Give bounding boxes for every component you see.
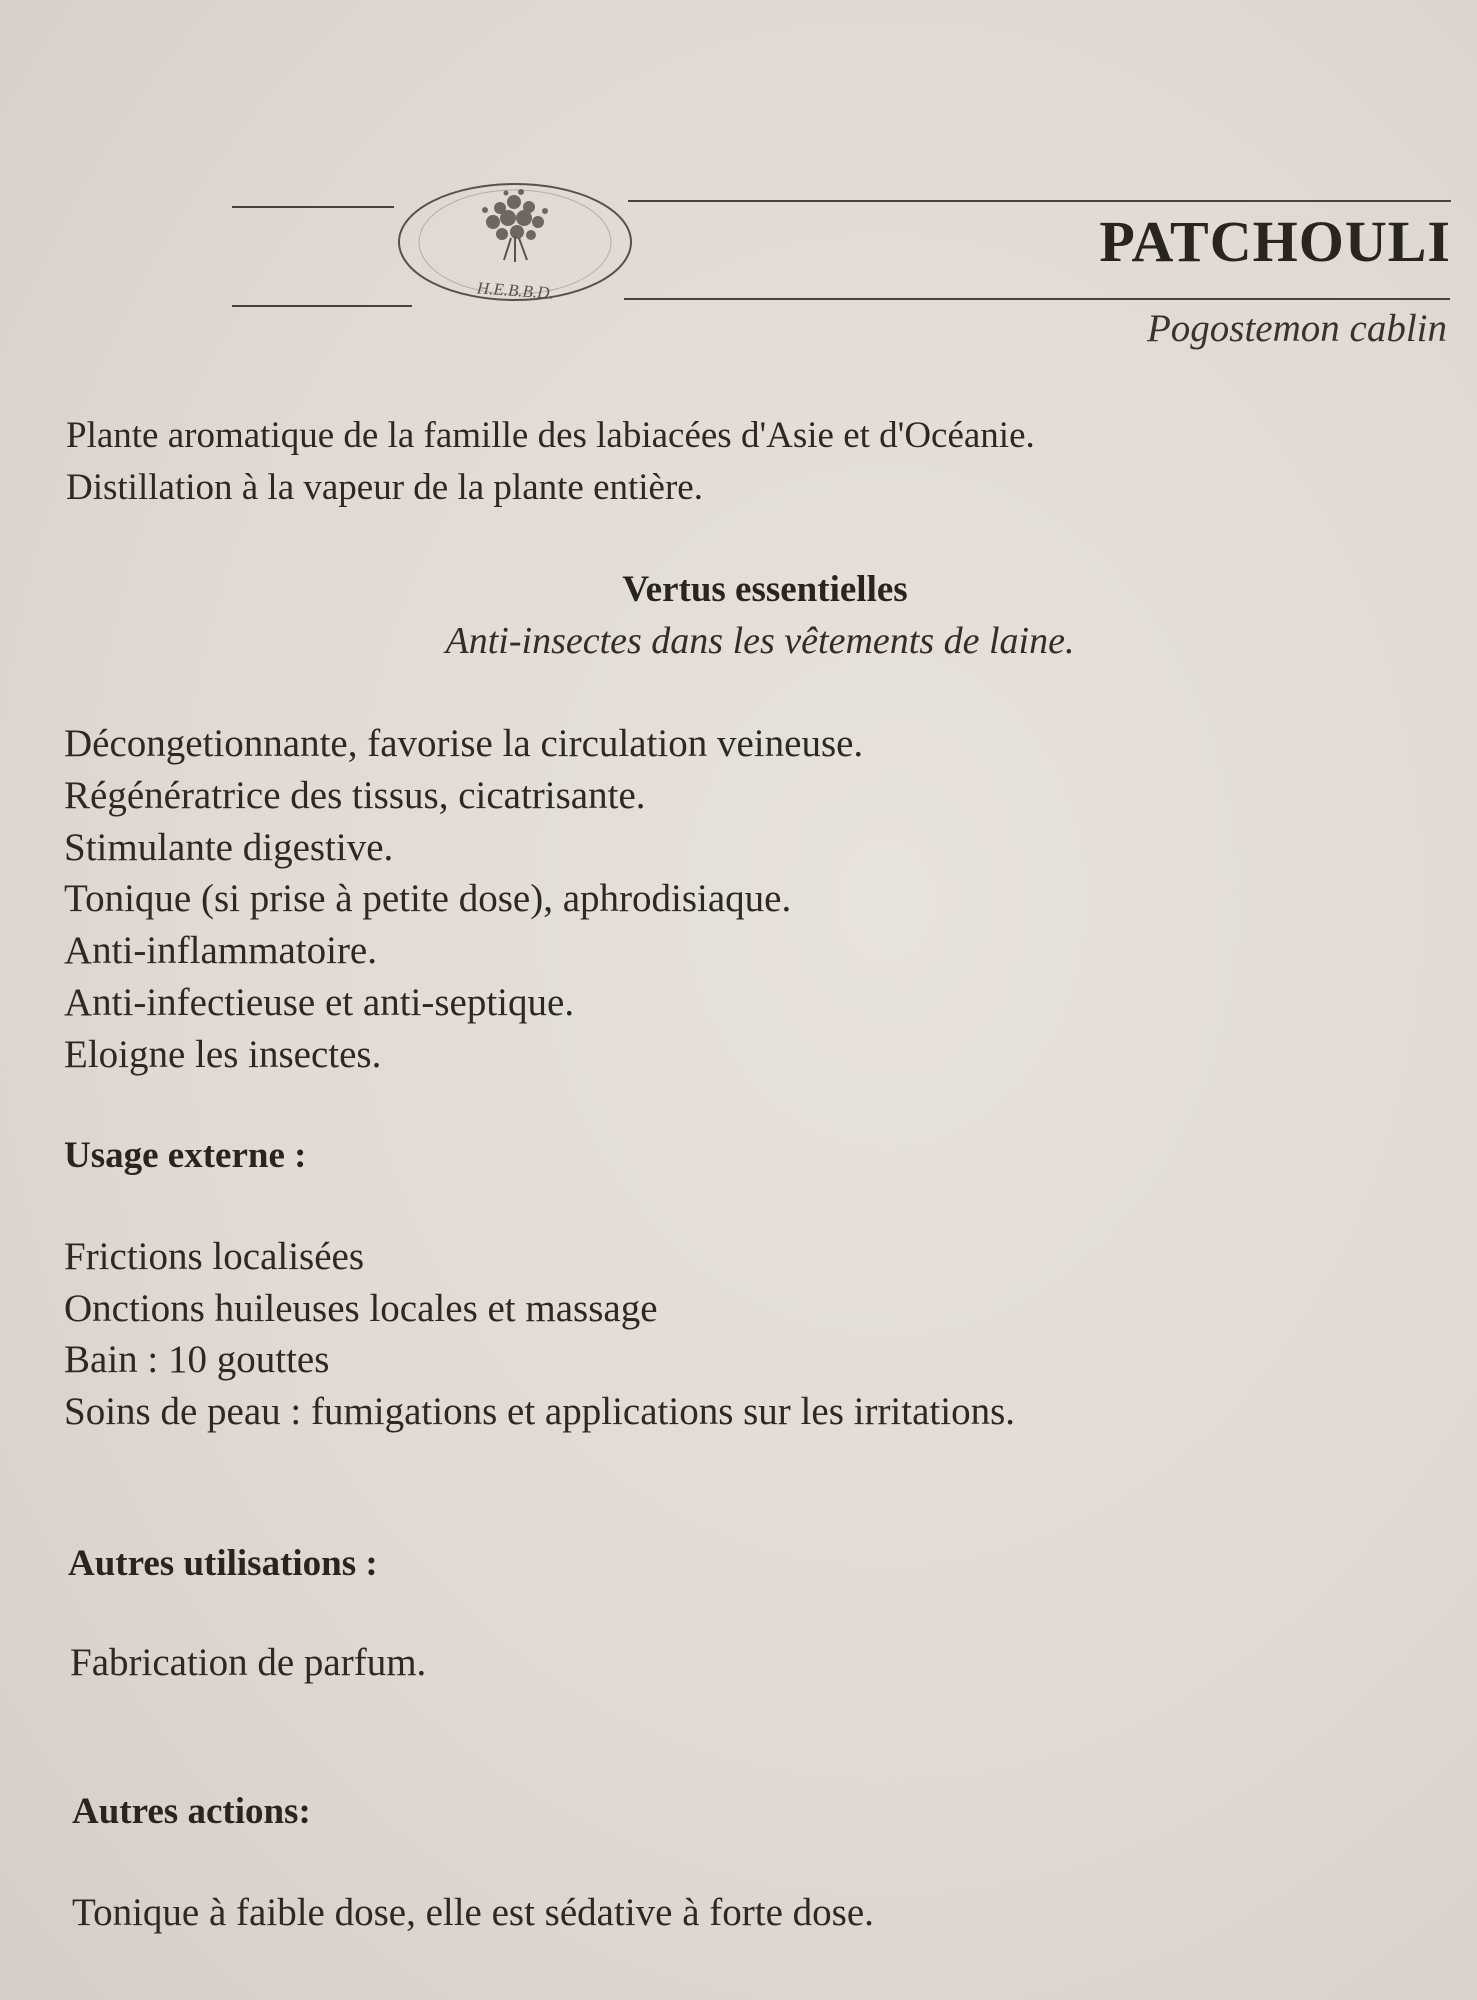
vertus-item: Stimulante digestive. [64, 826, 394, 869]
vertus-subheading: Anti-insectes dans les vêtements de laine. [445, 620, 1075, 662]
vertus-item: Eloigne les insectes. [64, 1033, 382, 1076]
usage-externe-heading: Usage externe : [64, 1135, 307, 1176]
vertus-heading: Vertus essentielles [622, 569, 908, 610]
botanical-name: Pogostemon cablin [1146, 307, 1447, 350]
usage-externe-item: Bain : 10 gouttes [64, 1338, 330, 1381]
vertus-item: Anti-infectieuse et anti-septique. [64, 981, 575, 1024]
autres-utilisations-item: Fabrication de parfum. [70, 1641, 427, 1684]
intro-line: Plante aromatique de la famille des labiacées d'Asie et d'Océanie. [66, 415, 1035, 456]
header-rule-bottom-right [624, 298, 1450, 300]
herb-bouquet-logo [390, 178, 640, 318]
intro-line: Distillation à la vapeur de la plante entière. [66, 467, 703, 508]
autres-actions-item: Tonique à faible dose, elle est sédative à forte dose. [72, 1891, 874, 1934]
usage-externe-item: Soins de peau : fumigations et applications sur les irritations. [64, 1390, 1016, 1433]
vertus-item: Tonique (si prise à petite dose), aphrodisiaque. [64, 877, 792, 920]
usage-externe-item: Frictions localisées [64, 1235, 365, 1278]
autres-actions-heading: Autres actions: [72, 1791, 311, 1832]
vertus-item: Régénératrice des tissus, cicatrisante. [64, 774, 646, 817]
header-rule-bottom-left [232, 305, 412, 307]
header-rule-top-left [232, 206, 394, 208]
vertus-item: Décongetionnante, favorise la circulation veineuse. [64, 722, 864, 765]
header-rule-top-right [628, 200, 1451, 202]
page-title: PATCHOULI [1099, 209, 1451, 274]
autres-utilisations-heading: Autres utilisations : [68, 1543, 378, 1584]
usage-externe-item: Onctions huileuses locales et massage [64, 1287, 658, 1330]
vertus-item: Anti-inflammatoire. [64, 929, 377, 972]
logo-text: H.E.B.B.D. [476, 278, 555, 303]
